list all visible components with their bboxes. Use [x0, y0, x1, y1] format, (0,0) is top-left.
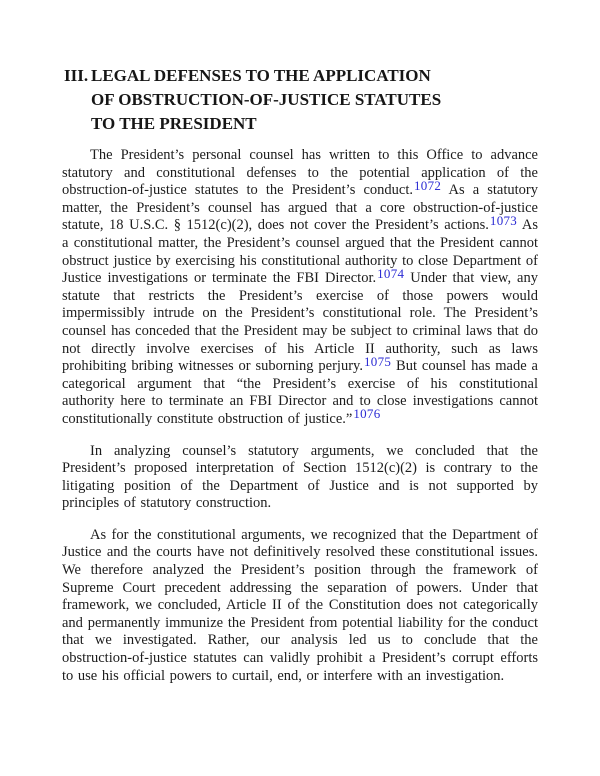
section-heading-line: OF OBSTRUCTION-OF-JUSTICE STATUTES	[91, 90, 442, 109]
section-heading	[64, 64, 538, 136]
text-run: But counsel has made a categorical argument that “the President’s exercise of his constitutional authority here to terminate an FBI Director and to close investigations cannot constitutionally constitute obstruction of justice.”	[62, 358, 538, 427]
section-heading-line: LEGAL DEFENSES TO THE APPLICATION	[91, 66, 431, 85]
document-body	[62, 147, 538, 685]
section-number: III.	[64, 66, 89, 85]
text-run: As for the constitutional arguments, we recognized that the Department of Justice and the courts have not definitively resolved these constitutional issues. We therefore analyzed the President’s position through the framework of Supreme Court precedent addressing the separation of powers. Under that framework, we concluded, Article II of the Constitution does not categorically and permanently immunize the President from potential liability for the conduct that we investigated. Rather, our analysis led us to conclude that the obstruction-of-justice statutes can validly prohibit a President’s corrupt efforts to use his official powers to curtail, end, or interfere with an investigation.	[62, 526, 538, 684]
text-run: In analyzing counsel’s statutory arguments, we concluded that the President’s proposed interpretation of Section 1512(c)(2) is contrary to the litigating position of the Department of Justice and is not supported by principles of statutory construction.	[62, 442, 538, 512]
text-run: As a statutory matter, the President’s counsel has argued that a core obstruction-of-justice statute, 18 U.S.C. § 1512(c)(2), does not cover the President’s actions.	[62, 182, 538, 234]
page-content	[62, 64, 538, 699]
text-run: Under that view, any statute that restricts the President’s exercise of those powers would impermissibly intrude on the President’s constitutional role. The President’s counsel has conceded that the President may be subject to criminal laws that do not directly involve exercises of his Article II authority, such as laws prohibiting bribing witnesses or suborning perjury.	[62, 270, 538, 375]
text-run: The President’s personal counsel has written to this Office to advance statutory and constitutional defenses to the potential application of the obstruction-of-justice statutes to the President’s conduct.	[62, 147, 538, 199]
section-heading-text	[91, 64, 441, 136]
section-heading-line: TO THE PRESIDENT	[91, 114, 257, 133]
footnote-ref-link[interactable]: 1075	[363, 353, 392, 369]
paragraph	[62, 147, 538, 429]
paragraph	[62, 527, 538, 685]
text-run: As a constitutional matter, the President’s counsel argued that the President cannot obstruct justice by exercising his constitutional authority to close Department of Justice investigations or terminate the FBI Director.	[62, 217, 538, 287]
footnote-ref-link[interactable]: 1076	[353, 406, 381, 422]
footnote-ref-link[interactable]: 1073	[489, 212, 518, 228]
footnote-ref-link[interactable]: 1072	[413, 177, 442, 193]
footnote-ref-link[interactable]: 1074	[377, 265, 405, 281]
paragraph	[62, 443, 538, 513]
